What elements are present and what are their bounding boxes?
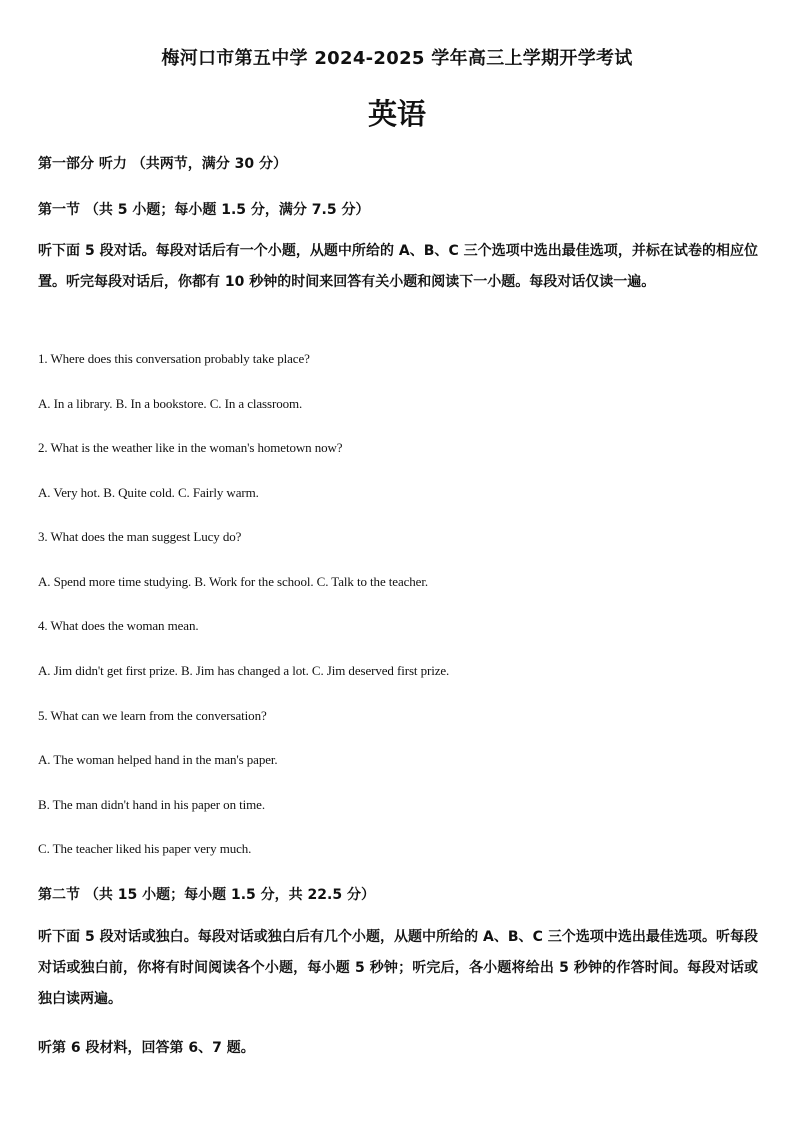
question-5-option-c: C. The teacher liked his paper very much. bbox=[38, 841, 252, 856]
question-1-options: A. In a library. B. In a bookstore. C. In a classroom. bbox=[38, 396, 303, 411]
subject-title: 英语 bbox=[367, 97, 426, 131]
question-5-stem: 5. What can we learn from the conversation? bbox=[38, 708, 267, 723]
material-6-note: 听第 6 段材料，回答第 6、7 题。 bbox=[38, 1040, 255, 1056]
section2-instructions: 听下面 5 段对话或独白。每段对话或独白后有几个小题，从题中所给的 A、B、C 三个选项中选出最佳选项。听每段对话或独白前，你将有时间阅读各个小题，每小题 5 秒钟；听完后，各小题将给出 5 秒钟的作答时间。每段对话或独白读两遍。 bbox=[38, 929, 758, 1007]
section1-instructions: 听下面 5 段对话。每段对话后有一个小题，从题中所给的 A、B、C 三个选项中选出最佳选项，并标在试卷的相应位置。听完每段对话后，你都有 10 秒钟的时间来回答有关小题和阅读下一小题。每段对话仅读一遍。 bbox=[38, 243, 758, 290]
question-2-stem: 2. What is the weather like in the woman's hometown now? bbox=[38, 440, 343, 455]
question-1-stem: 1. Where does this conversation probably take place? bbox=[38, 351, 310, 366]
part1-heading: 第一部分 听力 （共两节，满分 30 分） bbox=[38, 156, 287, 172]
question-5-option-b: B. The man didn't hand in his paper on time. bbox=[38, 797, 265, 812]
question-4-options: A. Jim didn't get first prize. B. Jim has changed a lot. C. Jim deserved first prize. bbox=[38, 663, 450, 678]
question-5-option-a: A. The woman helped hand in the man's paper. bbox=[38, 752, 278, 767]
question-4-stem: 4. What does the woman mean. bbox=[38, 618, 199, 633]
question-3-options: A. Spend more time studying. B. Work for the school. C. Talk to the teacher. bbox=[38, 574, 429, 589]
exam-title: 梅河口市第五中学 2024-2025 学年高三上学期开学考试 bbox=[161, 48, 633, 69]
section1-heading: 第一节 （共 5 小题；每小题 1.5 分，满分 7.5 分） bbox=[38, 202, 370, 218]
question-2-options: A. Very hot. B. Quite cold. C. Fairly warm. bbox=[38, 485, 259, 500]
question-3-stem: 3. What does the man suggest Lucy do? bbox=[38, 529, 242, 544]
section2-heading: 第二节 （共 15 小题；每小题 1.5 分，共 22.5 分） bbox=[38, 887, 375, 903]
